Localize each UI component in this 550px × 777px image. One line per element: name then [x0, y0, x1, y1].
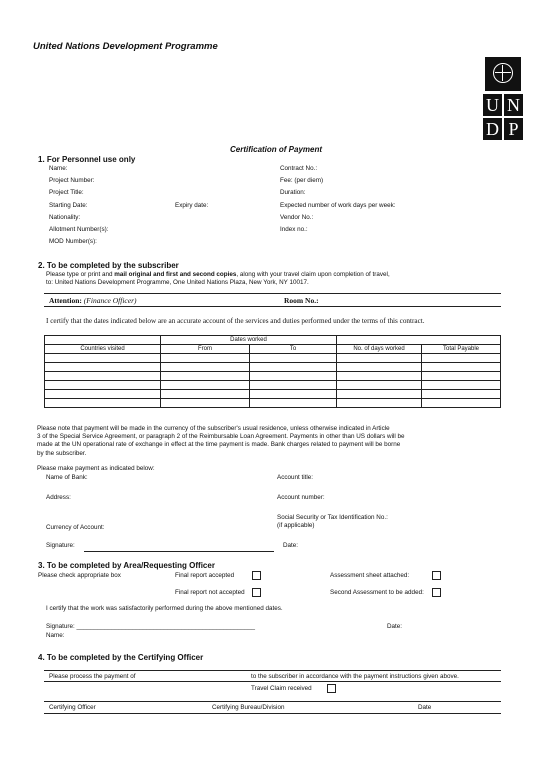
logo-letter-p: P [504, 118, 523, 140]
table-row [45, 372, 501, 381]
vendor-no-label: Vendor No.: [280, 214, 314, 221]
payment-note: Please note that payment will be made in the currency of the subscriber's usual residence, unless otherwise indicated in Article 3 of the Special Service Agreement, or paragraph 2 of the Reimbursable Loan Agreement. Payments in other than US dollars will be made at the UN operational rate of exchange in effect at the time payment is made. Bank charges related to payment will be borne by the subscriber. [37, 425, 405, 457]
table-row [45, 399, 501, 408]
address-label: Address: [46, 494, 71, 501]
col-total: Total Payable [422, 345, 501, 354]
certifying-bureau-label: Certifying Bureau/Division [212, 704, 285, 711]
dates-certification: I certify that the dates indicated below are an accurate account of the services and duties performed under the terms of this contract. [46, 317, 425, 325]
section-4-heading: 4. To be completed by the Certifying Officer [38, 653, 204, 662]
logo-letter-u: U [483, 94, 502, 116]
col-to: To [250, 345, 337, 354]
assessment-attached-label: Assessment sheet attached: [330, 572, 410, 579]
bank-name-label: Name of Bank: [46, 474, 88, 481]
payment-as-indicated: Please make payment as indicated below: [37, 465, 155, 472]
travel-claim-checkbox[interactable] [327, 684, 336, 693]
duration-label: Duration: [280, 189, 306, 196]
final-not-accepted-checkbox[interactable] [252, 588, 261, 597]
table-row [45, 390, 501, 399]
project-title-label: Project Title: [49, 189, 84, 196]
second-assessment-checkbox[interactable] [432, 588, 441, 597]
final-not-accepted-label: Final report not accepted [175, 589, 245, 596]
currency-label: Currency of Account: [46, 524, 105, 531]
dates-worked-header: Dates worked [161, 336, 337, 345]
payment-instructions-text: to the subscriber in accordance with the payment instructions given above. [251, 673, 459, 680]
contract-no-label: Contract No.: [280, 165, 318, 172]
attention-label: Attention: (Finance Officer) [49, 296, 137, 305]
un-emblem-icon [485, 57, 521, 91]
allotment-label: Allotment Number(s): [49, 226, 109, 233]
ssn-label: Social Security or Tax Identification No.: [277, 514, 388, 521]
expected-days-label: Expected number of work days per week: [280, 202, 396, 209]
check-box-instruction: Please check appropriate box [38, 572, 121, 579]
travel-claim-label: Travel Claim received [251, 685, 312, 692]
table-row [45, 363, 501, 372]
logo-letter-n: N [504, 94, 523, 116]
col-from: From [161, 345, 250, 354]
subscriber-date-label: Date: [283, 542, 299, 549]
officer-date-label: Date: [387, 623, 403, 630]
final-accepted-label: Final report accepted [175, 572, 235, 579]
if-applicable-label: (if applicable) [277, 522, 315, 529]
mod-number-label: MOD Number(s): [49, 238, 97, 245]
account-number-label: Account number: [277, 494, 325, 501]
section-2-heading: 2. To be completed by the subscriber [38, 261, 179, 270]
name-label: Name: [49, 165, 68, 172]
subscriber-signature-label: Signature: [46, 542, 75, 549]
expiry-date-label: Expiry date: [175, 202, 209, 209]
account-title-label: Account title: [277, 474, 314, 481]
work-certification: I certify that the work was satisfactorily performed during the above mentioned dates. [46, 605, 283, 612]
assessment-attached-checkbox[interactable] [432, 571, 441, 580]
final-accepted-checkbox[interactable] [252, 571, 261, 580]
table-row [45, 354, 501, 363]
logo-letter-d: D [483, 118, 502, 140]
officer-name-label: Name: [46, 632, 65, 639]
col-countries: Countries visited [45, 345, 161, 354]
col-days: No. of days worked [337, 345, 422, 354]
process-payment-label: Please process the payment of [49, 673, 136, 680]
fee-label: Fee: (per diem) [280, 177, 324, 184]
second-assessment-label: Second Assessment to be added: [330, 589, 424, 596]
undp-logo [483, 57, 523, 140]
index-no-label: Index no.: [280, 226, 308, 233]
section-1-heading: 1. For Personnel use only [38, 155, 136, 164]
room-no-label: Room No.: [284, 296, 319, 305]
table-row [45, 381, 501, 390]
certifying-date-label: Date [418, 704, 432, 711]
dates-worked-table [44, 335, 501, 408]
starting-date-label: Starting Date: [49, 202, 88, 209]
nationality-label: Nationality: [49, 214, 81, 221]
section-3-heading: 3. To be completed by Area/Requesting Officer [38, 561, 215, 570]
organization-title: United Nations Development Programme [33, 41, 218, 52]
certifying-officer-label: Certifying Officer [49, 704, 96, 711]
project-number-label: Project Number: [49, 177, 95, 184]
mailing-instructions: Please type or print and mail original and first and second copies, along with your travel claim upon completion of travel, [46, 271, 390, 278]
document-title: Certification of Payment [230, 145, 323, 154]
mailing-address: to: United Nations Development Programme, One United Nations Plaza, New York, NY 10017. [46, 279, 309, 286]
officer-signature-label: Signature: ___________________________________________________ [46, 623, 256, 630]
